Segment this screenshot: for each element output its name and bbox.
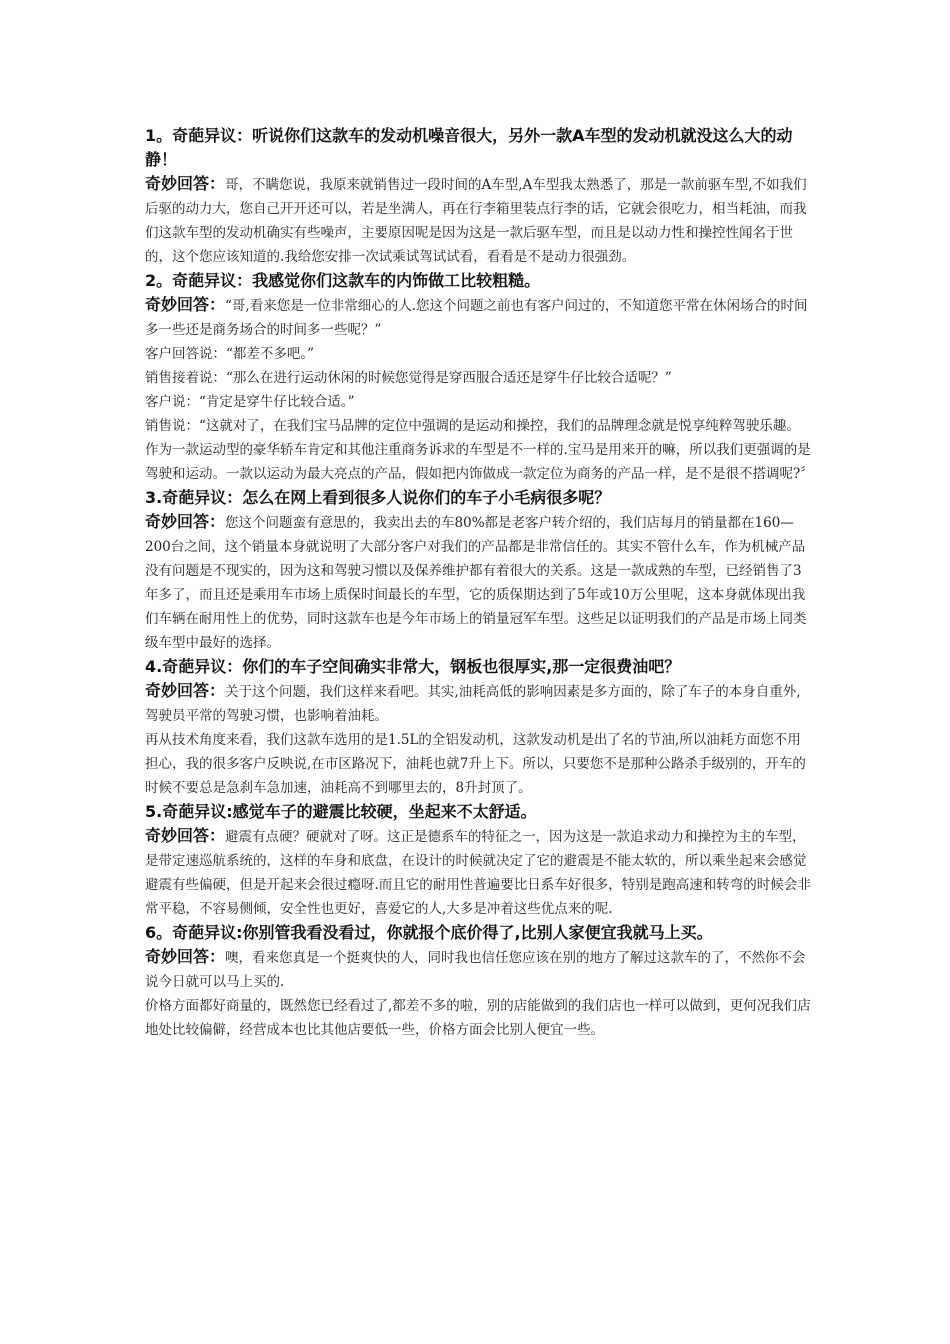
answer-text: 哥，不瞒您说，我原来就销售过一段时间的A车型,A车型我太熟悉了，那是一款前驱车型,不如我们后驱的动力大，您自己开开还可以，若是坐满人，再在行李箱里装点行李的话，它就会很吃力，相当耗油，而我们这款车型的发动机确实有些噪声，主要原因呢是因为这是一款后驱车型，而且是以动力性和操控性闻名于世的，这个您应该知道的.我给您安排一次试乘试驾试试看，看看是不是动力很强劲。 xyxy=(145,177,807,265)
document-body xyxy=(145,124,813,1042)
answer-text: “哥,看来您是一位非常细心的人.您这个问题之前也有客户问过的，不知道您平常在休闲场合的时间多一些还是商务场合的时间多一些呢？” xyxy=(145,298,808,338)
answer-label: 奇妙回答： xyxy=(145,174,226,193)
question-2: 2。奇葩异议：我感觉你们这款车的内饰做工比较粗糙。 xyxy=(145,271,541,290)
answer-3 xyxy=(145,510,813,655)
answer-6 xyxy=(145,945,813,994)
question-1: 1。奇葩异议：听说你们这款车的发动机噪音很大，另外一款A车型的发动机就没这么大的动静！ xyxy=(145,126,793,169)
answer-paragraph: 价格方面都好商量的，既然您已经看过了,都差不多的啦，别的店能做到的我们店也一样可以做到，更何况我们店地处比较偏僻，经营成本也比其他店要低一些，价格方面会比别人便宜一些。 xyxy=(145,998,811,1038)
answer-text: 您这个问题蛮有意思的，我卖出去的车80%都是老客户转介绍的，我们店每月的销量都在160—200台之间，这个销量本身就说明了大部分客户对我们的产品都是非常信任的。其实不管什么车，作为机械产品没有问题是不现实的，因为这和驾驶习惯以及保养维护都有着很大的关系。这是一款成熟的车型，已经销售了3年多了，而且还是乘用车市场上质保时间最长的车型，它的质保期达到了5年或10万公里呢，这本身就体现出我们车辆在耐用性上的优势，同时这款车也是今年市场上的销量冠军车型。这些足以证明我们的产品是市场上同类级车型中最好的选择。 xyxy=(145,515,807,651)
answer-5 xyxy=(145,824,813,921)
answer-4 xyxy=(145,679,813,728)
answer-label: 奇妙回答： xyxy=(145,512,226,531)
answer-label: 奇妙回答： xyxy=(145,681,226,700)
dialogue-line: 客户说：“肯定是穿牛仔比较合适。” xyxy=(145,394,355,410)
answer-label: 奇妙回答： xyxy=(145,826,226,845)
question-3: 3.奇葩异议：怎么在网上看到很多人说你们的车子小毛病很多呢？ xyxy=(145,488,611,507)
answer-text: 关于这个问题，我们这样来看吧。其实,油耗高低的影响因素是多方面的，除了车子的本身自重外,驾驶员平常的驾驶习惯，也影响着油耗。 xyxy=(145,684,801,724)
answer-1 xyxy=(145,172,813,269)
dialogue-line: 客户回答说：“都差不多吧。” xyxy=(145,346,315,362)
dialogue-line: 销售说：“这就对了，在我们宝马品牌的定位中强调的是运动和操控，我们的品牌理念就是悦享纯粹驾驶乐趣。作为一款运动型的豪华轿车肯定和其他注重商务诉求的车型是不一样的.宝马是用来开的嘛，所以我们更强调的是驾驶和运动。一款以运动为最大亮点的产品，假如把内饰做成一款定位为商务的产品一样，是不是很不搭调呢?〞 xyxy=(145,418,814,482)
answer-label: 奇妙回答： xyxy=(145,947,226,966)
answer-2 xyxy=(145,293,813,342)
answer-label: 奇妙回答： xyxy=(145,295,226,314)
answer-text: 噢，看来您真是一个挺爽快的人，同时我也信任您应该在别的地方了解过这款车的了，不然你不会说今日就可以马上买的. xyxy=(145,950,806,990)
question-6: 6。奇葩异议:你别管我看没看过，你就报个底价得了,比别人家便宜我就马上买。 xyxy=(145,923,713,942)
answer-paragraph: 再从技术角度来看，我们这款车选用的是1.5L的全铝发动机，这款发动机是出了名的节油,所以油耗方面您不用担心，我的很多客户反映说,在市区路况下，油耗也就7升上下。所以，只要您不是那种公路杀手级别的，开车的时候不要总是急刹车急加速，油耗高不到哪里去的，8升封顶了。 xyxy=(145,732,806,796)
dialogue-line: 销售接着说：“那么在进行运动休闲的时候您觉得是穿西服合适还是穿牛仔比较合适呢？” xyxy=(145,370,672,386)
question-4: 4.奇葩异议：你们的车子空间确实非常大，钢板也很厚实,那一定很费油吧？ xyxy=(145,657,681,676)
answer-text: 避震有点硬？硬就对了呀。这正是德系车的特征之一，因为这是一款追求动力和操控为主的车型，是带定速巡航系统的，这样的车身和底盘，在设计的时候就决定了它的避震是不能太软的，所以乘坐起来会感觉避震有些偏硬，但是开起来会很过瘾呀.而且它的耐用性普遍要比日系车好很多，特别是跑高速和转弯的时候会非常平稳，不容易侧倾，安全性也更好，喜爱它的人,大多是冲着这些优点来的呢. xyxy=(145,829,811,917)
question-5: 5.奇葩异议:感觉车子的避震比较硬，坐起来不太舒适。 xyxy=(145,802,537,821)
